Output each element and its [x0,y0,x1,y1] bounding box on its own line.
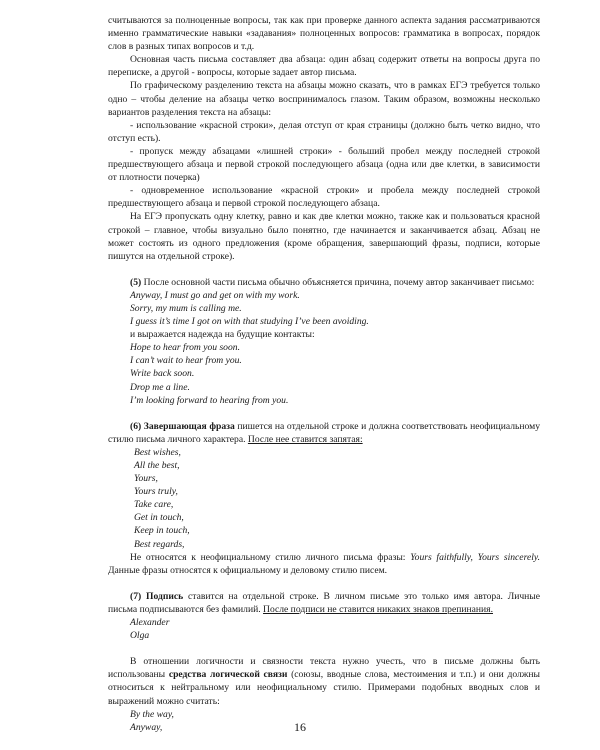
logic-text-b: (союзы, вводные слова, местоимения и т.п.) и они должны относиться к нейтральному или неофициальному стилю. Примерами подобных вводных слов и выражений можно считать: [108,669,541,707]
section-6-text: пишется на отдельной строке и должна соответствовать неофициальному стилю письма личного характера. [108,420,541,445]
section-6-heading: (6) Завершающая фраза [130,420,235,432]
section-6-paragraph [108,420,540,446]
intro-paragraph-1: считываются за полноценные вопросы, так как при проверке данного аспекта задания рассматриваются именно грамматические навыки «задавания» полноценных вопросов: грамматика в вопросах, порядок слов в разных типах вопросов и т.д. [108,15,540,53]
closing-phrase: Keep in touch, [134,525,190,537]
reason-example: Sorry, my mum is calling me. [130,302,242,314]
section-5-number: (5) [130,276,142,288]
bullet-extra-line: - пропуск между абзацами «лишней строки» - больший пробел между последней строкой предшествующего абзаца и первой строкой последующего абзаца (одна или две клетки, в зависимости от плотности почерка) [108,145,540,184]
intro-paragraph-4: На ЕГЭ пропускать одну клетку, равно и как две клетки можно, также как и пользоваться красной строкой – главное, чтобы визуально было понятно, где начинается и заканчивается абзац. Абзац не может состоять из одного предложения (кроме обращения, завершающий фразы, подписи, которые пишутся на отдельной строке). [108,211,540,262]
hope-example: I can’t wait to hear from you. [130,355,242,367]
note-prefix: Не относятся к неофициальному стилю личного письма фразы: [130,551,411,563]
closing-phrase: Best regards, [134,538,185,550]
closing-phrase: Take care, [134,499,174,511]
bullet-red-line: - использование «красной строки», делая отступ от края страницы (должно быть четко видно, что отступ есть). [108,119,540,144]
section-7-underlined: После подписи не ставится никаких знаков препинания. [263,603,493,615]
linker-example: Anyway, [130,721,163,733]
hope-example: Write back soon. [130,368,195,380]
reason-example: I guess it’s time I got on with that studying I’ve been avoiding. [130,316,369,328]
hope-example: Drop me a line. [130,381,190,393]
signature-example: Olga [130,630,150,642]
note-suffix: Данные фразы относятся к официальному и деловому стилю писем. [108,564,388,576]
signature-example: Alexander [130,617,170,629]
closing-phrase: All the best, [134,460,180,471]
linker-example: By the way, [130,708,174,720]
page-number: 16 [294,720,306,734]
closing-phrase: Best wishes, [134,446,181,458]
hope-intro: и выражается надежда на будущие контакты: [130,329,315,341]
section-7-heading: (7) Подпись [130,590,184,602]
section-7-paragraph [108,590,540,616]
reason-example: Anyway, I must go and get on with my work. [130,289,300,301]
hope-example: Hope to hear from you soon. [130,342,240,354]
section-5-paragraph [108,276,540,289]
note-italic: Yours faithfully, Yours sincerely. [410,551,540,563]
bullet-combined: - одновременное использование «красной строки» и пробела между последней строкой предшествующего абзаца и первой строкой последующего абзаца. [108,185,540,210]
closing-phrase: Get in touch, [134,512,184,524]
section-6-underlined: После нее ставится запятая: [247,433,363,445]
closing-phrase: Yours truly, [134,486,178,498]
closing-phrase: Yours, [134,473,158,485]
logic-text-a: В отношении логичности и связности текста нужно учесть, что в письме должны быть использованы [108,656,540,681]
section-6-note [108,551,540,577]
section-7-text: ставится на отдельной строке. В личном письме это только имя автора. Личные письма подписываются без фамилий. [108,590,541,615]
intro-paragraph-3: По графическому разделению текста на абзацы можно сказать, что в рамках ЕГЭ требуется только одно – чтобы деление на абзацы четко воспринималось глазом. Таким образом, возможны несколько вариантов разделения текста на абзацы: [108,80,540,118]
section-5-text: После основной части письма обычно объясняется причина, почему автор заканчивает письмо: [141,276,535,288]
logic-bold: средства логической связи [168,669,288,681]
hope-example: I’m looking forward to hearing from you. [130,394,289,406]
logic-paragraph [108,655,540,707]
intro-paragraph-2: Основная часть письма составляет два абзаца: один абзац содержит ответы на вопросы друга по переписке, а другой - вопросы, которые задает автор письма. [108,54,540,79]
